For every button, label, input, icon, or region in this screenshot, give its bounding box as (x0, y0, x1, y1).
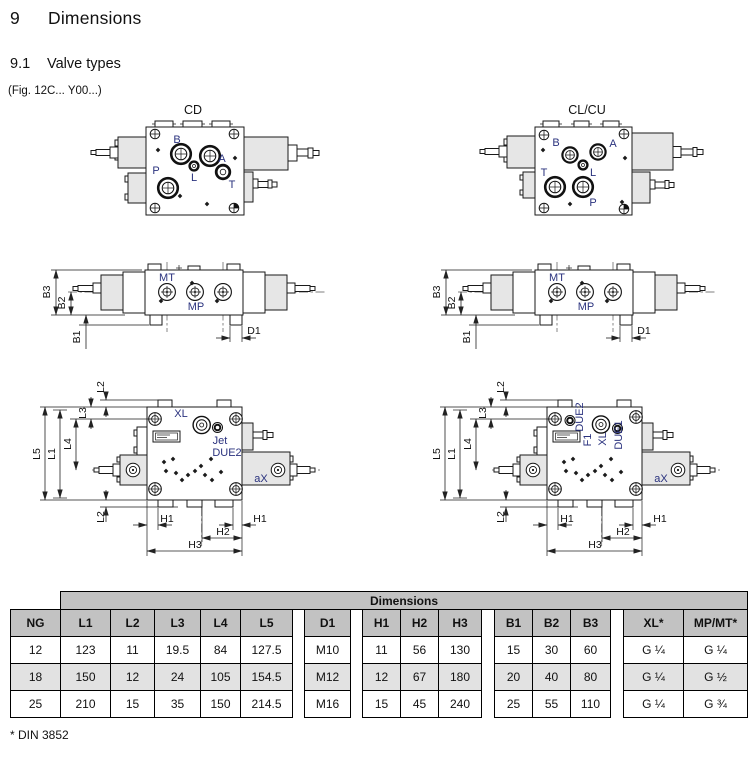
column-gap (611, 637, 624, 664)
dim-label-l2-top: L2 (495, 381, 507, 393)
column-header-l1: L1 (61, 610, 111, 637)
column-header-xl: XL* (624, 610, 684, 637)
table-cell: 105 (201, 664, 241, 691)
column-gap (351, 637, 363, 664)
column-gap (293, 664, 305, 691)
label-jet: Jet (212, 435, 228, 447)
column-gap (482, 637, 495, 664)
port-t-icon (216, 165, 230, 179)
table-cell: 11 (363, 637, 401, 664)
table-row (11, 664, 748, 691)
table-cell: 24 (155, 664, 201, 691)
port-label-p: P (589, 197, 597, 209)
table-cell: 123 (61, 637, 111, 664)
label-xl: XL (174, 408, 188, 420)
screw-icon (150, 203, 160, 213)
port-mt-icon (549, 284, 566, 301)
table-cell: 210 (61, 691, 111, 718)
port-icon (605, 284, 622, 301)
port-label-b: B (552, 137, 560, 149)
table-cell: 12 (11, 637, 61, 664)
table-corner-blank (11, 592, 61, 610)
column-header-ng: NG (11, 610, 61, 637)
port-b-icon (171, 144, 191, 164)
screw-icon (539, 130, 549, 140)
table-cell: 127.5 (241, 637, 293, 664)
port-xl-icon (592, 416, 609, 433)
screw-icon (549, 483, 562, 496)
dim-label-l4: L4 (462, 438, 474, 450)
table-cell: G ¾ (684, 691, 748, 718)
dim-label-l1: L1 (446, 448, 458, 460)
table-cell: 40 (533, 664, 571, 691)
table-cell: 55 (533, 691, 571, 718)
figure-clcu-side-view (420, 252, 756, 377)
label-f1: F1 (582, 433, 594, 447)
column-header-b2: B2 (533, 610, 571, 637)
screw-icon (619, 129, 629, 139)
column-gap (293, 610, 305, 637)
dim-label-b2: B2 (56, 296, 68, 310)
dim-label-b1: B1 (461, 330, 473, 344)
dim-label-h2: H2 (616, 526, 630, 538)
label-ax: aX (654, 473, 668, 485)
column-gap (482, 610, 495, 637)
figure-caption: (Fig. 12C... Y00...) (8, 85, 102, 97)
label-due2: DUE2 (212, 447, 242, 459)
port-label-mt: MT (159, 272, 175, 284)
port-label-mp: MP (577, 301, 595, 313)
table-cell: 130 (439, 637, 482, 664)
subsection-title: Valve types (47, 56, 121, 72)
table-cell: M10 (305, 637, 351, 664)
table-cell: G ¼ (624, 664, 684, 691)
column-header-h1: H1 (363, 610, 401, 637)
port-t-icon (545, 177, 565, 197)
dim-label-b3: B3 (41, 285, 53, 299)
port-p-icon (158, 178, 178, 198)
table-cell: G ¼ (684, 637, 748, 664)
table-cell: 30 (533, 637, 571, 664)
column-header-mpmt: MP/MT* (684, 610, 748, 637)
column-gap (293, 637, 305, 664)
solenoid-icon (526, 463, 540, 477)
label-xl: XL (597, 432, 609, 446)
column-gap (611, 610, 624, 637)
table-cell: 15 (111, 691, 155, 718)
column-gap (351, 664, 363, 691)
table-cell: 20 (495, 664, 533, 691)
table-cell: G ½ (684, 664, 748, 691)
table-cell: 180 (439, 664, 482, 691)
table-cell: 45 (401, 691, 439, 718)
table-cell: 154.5 (241, 664, 293, 691)
port-xl-icon (193, 416, 210, 433)
dim-label-h3: H3 (588, 539, 602, 551)
table-cell: 214.5 (241, 691, 293, 718)
column-gap (293, 691, 305, 718)
dim-label-l2-bottom: L2 (495, 511, 507, 523)
screw-icon (630, 411, 643, 424)
port-p-icon (573, 177, 593, 197)
subsection-heading (10, 56, 121, 72)
dim-label-l3: L3 (477, 407, 489, 419)
figure-cd-top-view (60, 98, 340, 238)
table-cell: G ¼ (624, 691, 684, 718)
dim-label-b3: B3 (431, 285, 443, 299)
port-label-t: T (228, 179, 236, 191)
figure-cd-bottom-view (20, 372, 370, 572)
figure-cd-side-view (30, 252, 370, 377)
table-cell: 25 (11, 691, 61, 718)
column-gap (482, 691, 495, 718)
jet-port-icon (213, 423, 223, 433)
table-row (11, 637, 748, 664)
nameplate (153, 431, 180, 442)
port-label-t: T (540, 167, 548, 179)
dim-label-h1-right: H1 (653, 513, 667, 525)
screw-icon (630, 483, 643, 496)
column-header-b3: B3 (571, 610, 611, 637)
table-cell: M12 (305, 664, 351, 691)
dim-label-l1: L1 (46, 448, 58, 460)
table-cell: 150 (201, 691, 241, 718)
dim-label-b2: B2 (446, 296, 458, 310)
section-title: Dimensions (48, 8, 142, 28)
table-cell: 18 (11, 664, 61, 691)
column-header-l2: L2 (111, 610, 155, 637)
dimensions-table (10, 591, 748, 718)
dim-label-d1: D1 (637, 325, 651, 337)
screw-icon (539, 203, 549, 213)
table-cell: 19.5 (155, 637, 201, 664)
dim-label-h1-right: H1 (253, 513, 267, 525)
port-icon (215, 284, 232, 301)
dim-label-h1-left: H1 (160, 513, 174, 525)
port-label-mt: MT (549, 272, 565, 284)
column-header-h3: H3 (439, 610, 482, 637)
table-cell: 56 (401, 637, 439, 664)
section-number: 9 (10, 8, 20, 28)
table-cell: 12 (363, 664, 401, 691)
port-label-l: L (190, 172, 198, 184)
footnote-din: * DIN 3852 (10, 728, 69, 742)
solenoid-ax-icon (271, 463, 285, 477)
column-gap (611, 664, 624, 691)
screw-icon (229, 129, 239, 139)
column-header-l5: L5 (241, 610, 293, 637)
table-cell: 12 (111, 664, 155, 691)
table-title: Dimensions (61, 592, 748, 610)
column-gap (351, 691, 363, 718)
label-due2: DUE2 (574, 402, 586, 432)
label-ax: aX (254, 473, 268, 485)
figure-clcu-top-view (440, 98, 720, 238)
column-header-b1: B1 (495, 610, 533, 637)
port-label-a: A (218, 153, 226, 165)
dim-label-l2-bottom: L2 (95, 511, 107, 523)
port-mt-icon (159, 284, 176, 301)
port-mp-icon (187, 284, 204, 301)
port-a-icon (200, 146, 220, 166)
port-label-mp: MP (187, 301, 205, 313)
subsection-number: 9.1 (10, 56, 31, 72)
solenoid-icon (126, 463, 140, 477)
dim-label-b1: B1 (71, 330, 83, 344)
table-cell: 110 (571, 691, 611, 718)
dim-label-l4: L4 (62, 438, 74, 450)
screw-icon (230, 483, 243, 496)
label-due1: DUE1 (613, 420, 625, 450)
port-b-icon (562, 147, 577, 162)
screw-icon (149, 483, 162, 496)
dim-label-h1-left: H1 (560, 513, 574, 525)
port-label-p: P (152, 165, 160, 177)
section-heading (10, 8, 141, 29)
column-header-l3: L3 (155, 610, 201, 637)
table-cell: 84 (201, 637, 241, 664)
column-header-d1: D1 (305, 610, 351, 637)
table-cell: M16 (305, 691, 351, 718)
port-a-icon (590, 144, 605, 159)
port-label-a: A (609, 138, 617, 150)
dim-label-l5: L5 (431, 448, 443, 460)
port-l-icon (190, 162, 199, 171)
figure-title-cd: CD (183, 103, 203, 117)
table-cell: G ¼ (624, 637, 684, 664)
table-cell: 15 (363, 691, 401, 718)
port-label-b: B (173, 134, 181, 146)
table-cell: 60 (571, 637, 611, 664)
dim-label-h3: H3 (188, 539, 202, 551)
dim-label-d1: D1 (247, 325, 261, 337)
port-mp-icon (577, 284, 594, 301)
column-gap (482, 664, 495, 691)
dim-label-l5: L5 (31, 448, 43, 460)
table-cell: 150 (61, 664, 111, 691)
dim-label-h2: H2 (216, 526, 230, 538)
port-label-l: L (589, 167, 597, 179)
figure-title-clcu: CL/CU (568, 103, 606, 117)
column-gap (611, 691, 624, 718)
table-cell: 240 (439, 691, 482, 718)
dim-label-l3: L3 (77, 407, 89, 419)
figure-clcu-bottom-view (420, 372, 756, 572)
table-cell: 15 (495, 637, 533, 664)
table-cell: 80 (571, 664, 611, 691)
solenoid-ax-icon (671, 463, 685, 477)
screw-icon (150, 129, 160, 139)
table-header-row (11, 610, 748, 637)
column-header-l4: L4 (201, 610, 241, 637)
screw-icon (230, 413, 243, 426)
column-header-h2: H2 (401, 610, 439, 637)
table-cell: 25 (495, 691, 533, 718)
table-cell: 35 (155, 691, 201, 718)
port-l-icon (579, 161, 588, 170)
table-row (11, 691, 748, 718)
column-gap (351, 610, 363, 637)
table-cell: 67 (401, 664, 439, 691)
dim-label-l2-top: L2 (95, 381, 107, 393)
table-cell: 11 (111, 637, 155, 664)
table-title-row (11, 592, 748, 610)
